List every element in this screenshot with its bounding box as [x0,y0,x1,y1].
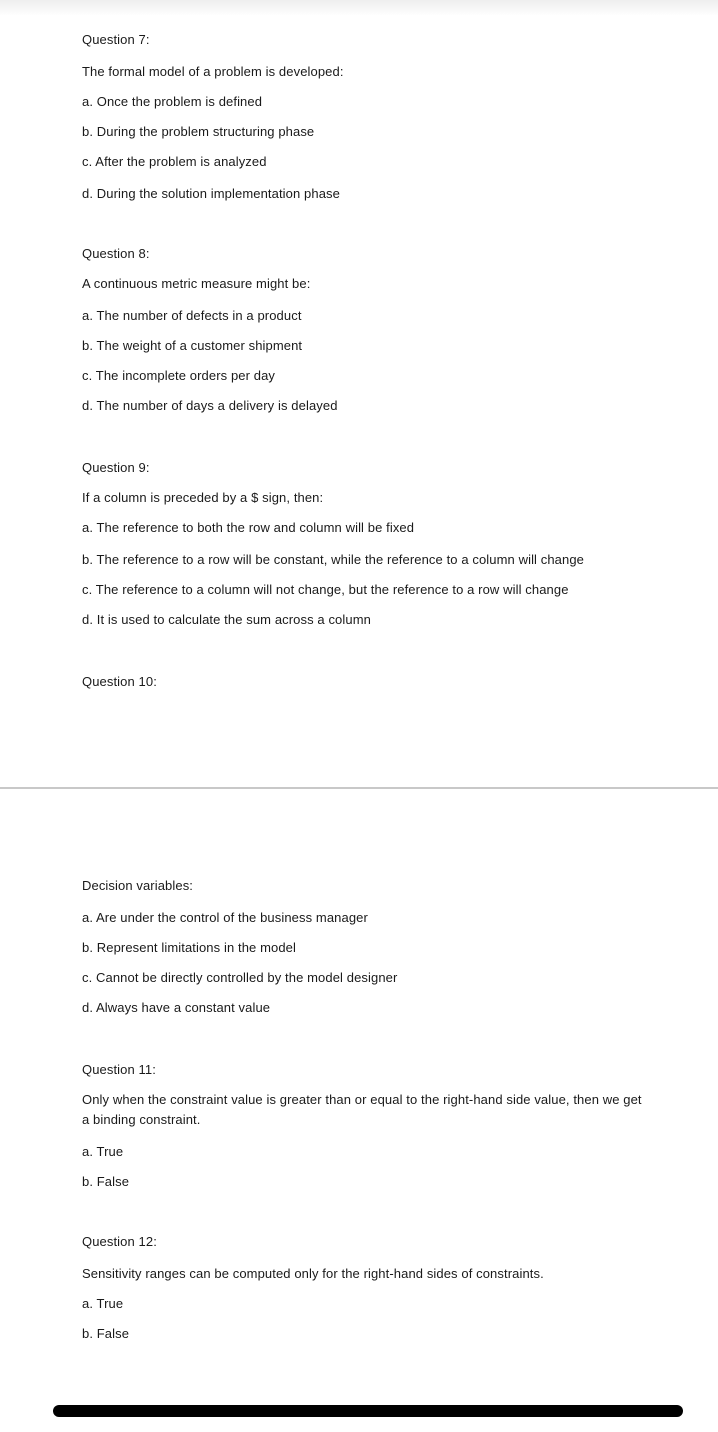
question-10-option-a: a. Are under the control of the business manager [82,910,368,925]
question-9-option-d: d. It is used to calculate the sum across a column [82,612,371,627]
question-8-option-b: b. The weight of a customer shipment [82,338,303,353]
question-11-prompt: Only when the constraint value is greater than or equal to the right-hand side value, then we get a binding constraint. [82,1092,642,1127]
question-10-prompt: Decision variables: [82,878,194,893]
question-7-option-b: b. During the problem structuring phase [82,124,315,139]
question-11-option-a: a. True [82,1144,124,1159]
question-7-title: Question 7: [82,32,150,47]
question-12-option-b: b. False [82,1326,130,1341]
question-7-option-a: a. Once the problem is defined [82,94,263,109]
question-9-option-c: c. The reference to a column will not change, but the reference to a row will change [82,582,569,597]
question-9-option-b: b. The reference to a row will be constant, while the reference to a column will change [82,552,585,567]
question-10-option-d: d. Always have a constant value [82,1000,271,1015]
question-12-title: Question 12: [82,1234,157,1249]
question-8-option-c: c. The incomplete orders per day [82,368,276,383]
question-7-option-d: d. During the solution implementation phase [82,186,340,201]
question-7-prompt: The formal model of a problem is developed: [82,64,344,79]
question-7-option-c: c. After the problem is analyzed [82,154,267,169]
question-10-option-c: c. Cannot be directly controlled by the model designer [82,970,398,985]
question-8-option-a: a. The number of defects in a product [82,308,302,323]
page-divider [0,787,718,789]
question-9-title: Question 9: [82,460,150,475]
question-10-option-b: b. Represent limitations in the model [82,940,296,955]
question-8-option-d: d. The number of days a delivery is delayed [82,398,338,413]
question-12-prompt: Sensitivity ranges can be computed only for the right-hand sides of constraints. [82,1266,544,1281]
question-8-prompt: A continuous metric measure might be: [82,276,311,291]
question-9-option-a: a. The reference to both the row and column will be fixed [82,520,415,535]
question-11-title: Question 11: [82,1062,156,1077]
question-12-option-a: a. True [82,1296,124,1311]
question-11-option-b: b. False [82,1174,130,1189]
question-9-prompt: If a column is preceded by a $ sign, then: [82,490,324,505]
home-indicator[interactable] [53,1405,683,1417]
question-10-title: Question 10: [82,674,157,689]
question-8-title: Question 8: [82,246,150,261]
top-shade [0,0,718,16]
